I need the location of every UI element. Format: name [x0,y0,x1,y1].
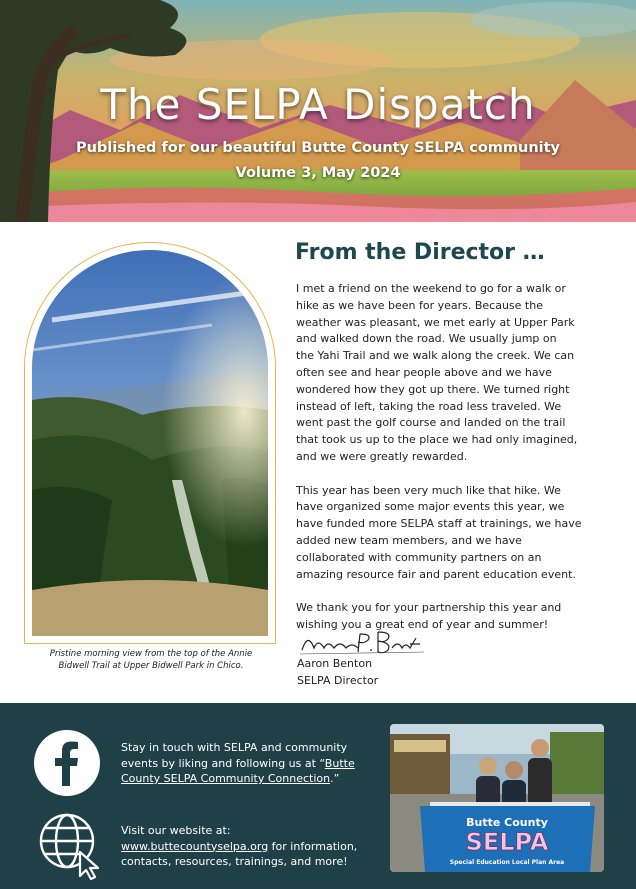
letter-line: have organized some major events this year, we [296,500,565,514]
facebook-page-link[interactable]: Butte [324,756,355,770]
letter-line: We thank you for your partnership this year and [296,601,562,615]
letter-line: the Yahi Trail and we walk along the creek. We can [296,349,575,363]
facebook-message [121,740,355,787]
letter-line: hike as we have been for years. Because the [296,298,543,312]
director-heading: From the Director … [295,240,545,265]
letter-line: instead of left, taking the road less traveled. We [296,399,562,413]
letter-paragraph [296,281,608,466]
newsletter-subtitle: Published for our beautiful Butte County SELPA community [75,140,561,156]
letter-line: added new team members, and we have [296,533,522,547]
letter-line: and walked down the road. We usually jump on [296,332,557,346]
booth-selpa-logo: SELPA [465,828,549,856]
trail-view-photo [32,250,268,636]
letter-line: that took us up to the place we had only imagined, [296,433,578,447]
letter-line: and we were greatly rewarded. [296,449,468,463]
letter-line: This year has been very much like that hike. We [296,483,561,497]
booth-tagline: Special Education Local Plan Area [449,859,565,866]
letter-paragraph [296,483,608,584]
facebook-icon[interactable] [34,730,100,796]
website-text: Visit our website at: [121,824,231,837]
website-message [121,823,357,870]
letter-line: amazing resource fair and parent education event. [296,567,576,581]
facebook-text: events by liking and following us at “ [121,756,325,770]
letter-line: went past the golf course and landed on the trail [296,416,566,430]
website-text: for information, [268,839,358,853]
selpa-booth-photo [390,724,604,872]
newsletter-volume: Volume 3, May 2024 [235,165,401,181]
letter-line: weather was pleasant, we met early at Upper Park [296,315,575,329]
caption-line: Bidwell Trail at Upper Bidwell Park in Chico. [58,661,244,672]
director-role: SELPA Director [297,674,379,687]
newsletter-title: The SELPA Dispatch [100,80,536,129]
facebook-text: .” [330,772,340,785]
website-text: contacts, resources, trainings, and more! [121,855,348,868]
caption-line: Pristine morning view from the top of the Annie [49,649,253,659]
header-banner [0,0,636,222]
letter-line: wishing you a great end of year and summer! [296,617,549,631]
letter-line: have funded more SELPA staff at trainings, we have [296,517,582,531]
director-name: Aaron Benton [297,657,373,670]
director-letter [296,281,608,651]
letter-line: I met a friend on the weekend to go for a walk or [296,282,566,295]
letter-line: collaborated with community partners on an [296,550,542,564]
booth-county-text: Butte County [466,816,548,829]
letter-line: wondered how they got up there. We turned right [296,382,570,396]
facebook-text: Stay in touch with SELPA and community [121,741,348,754]
letter-line: often see and hear people above and we have [296,365,552,379]
facebook-page-link[interactable]: County SELPA Community Connection [121,772,331,785]
photo-caption [28,648,274,673]
website-link[interactable]: www.buttecountyselpa.org [121,839,269,853]
globe-cursor-icon[interactable] [36,810,106,880]
